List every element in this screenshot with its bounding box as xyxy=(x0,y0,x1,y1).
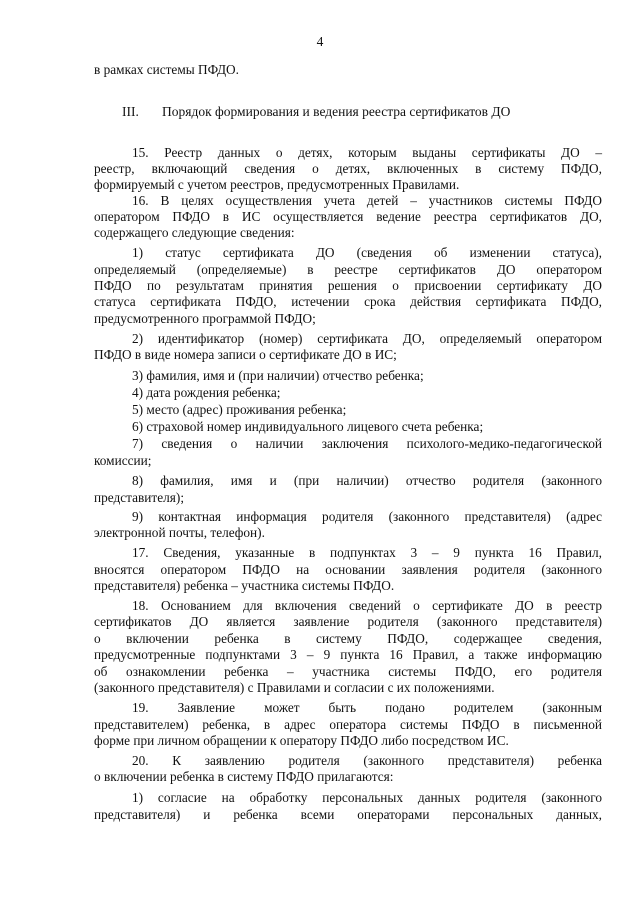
text-line: статуса сертификата ПФДО, истечении срока действия сертификата ПФДО, xyxy=(94,294,602,309)
text-line: комиссии; xyxy=(94,453,152,468)
text-line: 2) идентификатор (номер) сертификата ДО, определяемый оператором xyxy=(132,331,602,346)
text-line: о включении ребенка в систему ПФДО, содержащее сведения, xyxy=(94,631,602,646)
text-line: 7) сведения о наличии заключения психолого-медико-педагогической xyxy=(132,436,602,451)
section-number: III. xyxy=(122,104,139,119)
text-line: содержащего следующие сведения: xyxy=(94,225,295,240)
text-line: предусмотренного программой ПФДО; xyxy=(94,311,316,326)
section-title: Порядок формирования и ведения реестра сертификатов ДО xyxy=(162,104,511,119)
text-line: представителя); xyxy=(94,490,185,505)
text-line: ПФДО по результатам принятия решения о присвоении сертификату ДО xyxy=(94,278,602,293)
text-line: 4) дата рождения ребенка; xyxy=(132,385,281,400)
text-line: о включении ребенка в систему ПФДО прилагаются: xyxy=(94,769,394,784)
page-number: 4 xyxy=(316,34,324,49)
text-line: 19. Заявление может быть подано родителем (законным xyxy=(132,700,602,715)
text-line: вносятся оператором ПФДО на основании заявления родителя (законного xyxy=(94,562,602,577)
text-line: представителем) ребенка, в адрес оператора системы ПФДО в письменной xyxy=(94,717,602,732)
text-line: представителя) ребенка – участника системы ПФДО. xyxy=(94,578,395,593)
section-heading xyxy=(122,104,510,120)
text-line: 20. К заявлению родителя (законного представителя) ребенка xyxy=(132,753,602,768)
text-line: 6) страховой номер индивидуального лицевого счета ребенка; xyxy=(132,419,484,434)
text-line: об ознакомлении ребенка – участника системы ПФДО, его родителя xyxy=(94,664,602,679)
text-line: предусмотренные подпунктами 3 – 9 пункта 16 Правил, а также информацию xyxy=(94,647,602,662)
text-line: 9) контактная информация родителя (законного представителя) (адрес xyxy=(132,509,602,524)
text-line: 1) согласие на обработку персональных данных родителя (законного xyxy=(132,790,602,805)
text-line: 15. Реестр данных о детях, которым выданы сертификаты ДО – xyxy=(132,145,602,160)
text-line: в рамках системы ПФДО. xyxy=(94,62,239,77)
text-line: представителя) и ребенка всеми операторами персональных данных, xyxy=(94,807,602,822)
text-line: 8) фамилия, имя и (при наличии) отчество родителя (законного xyxy=(132,473,602,488)
text-line: реестр, включающий сведения о детях, включенных в систему ПФДО, xyxy=(94,161,602,176)
text-line: 5) место (адрес) проживания ребенка; xyxy=(132,402,347,417)
text-line: форме при личном обращении к оператору ПФДО либо посредством ИС. xyxy=(94,733,509,748)
text-line: сертификатов ДО является заявление родителя (законного представителя) xyxy=(94,614,602,629)
text-line: определяемый (определяемые) в реестре сертификатов ДО оператором xyxy=(94,262,602,277)
text-line: 3) фамилия, имя и (при наличии) отчество ребенка; xyxy=(132,368,424,383)
text-line: электронной почты, телефон). xyxy=(94,525,265,540)
text-line: формируемый с учетом реестров, предусмотренных Правилами. xyxy=(94,177,460,192)
text-line: 18. Основанием для включения сведений о сертификате ДО в реестр xyxy=(132,598,602,613)
text-line: ПФДО в виде номера записи о сертификате ДО в ИС; xyxy=(94,347,397,362)
text-line: 17. Сведения, указанные в подпунктах 3 – 9 пункта 16 Правил, xyxy=(132,545,602,560)
text-line: 1) статус сертификата ДО (сведения об изменении статуса), xyxy=(132,245,602,260)
text-line: (законного представителя) с Правилами и согласии с их положениями. xyxy=(94,680,495,695)
text-line: 16. В целях осуществления учета детей – участников системы ПФДО xyxy=(132,193,602,208)
text-line: оператором ПФДО в ИС осуществляется ведение реестра сертификатов ДО, xyxy=(94,209,602,224)
